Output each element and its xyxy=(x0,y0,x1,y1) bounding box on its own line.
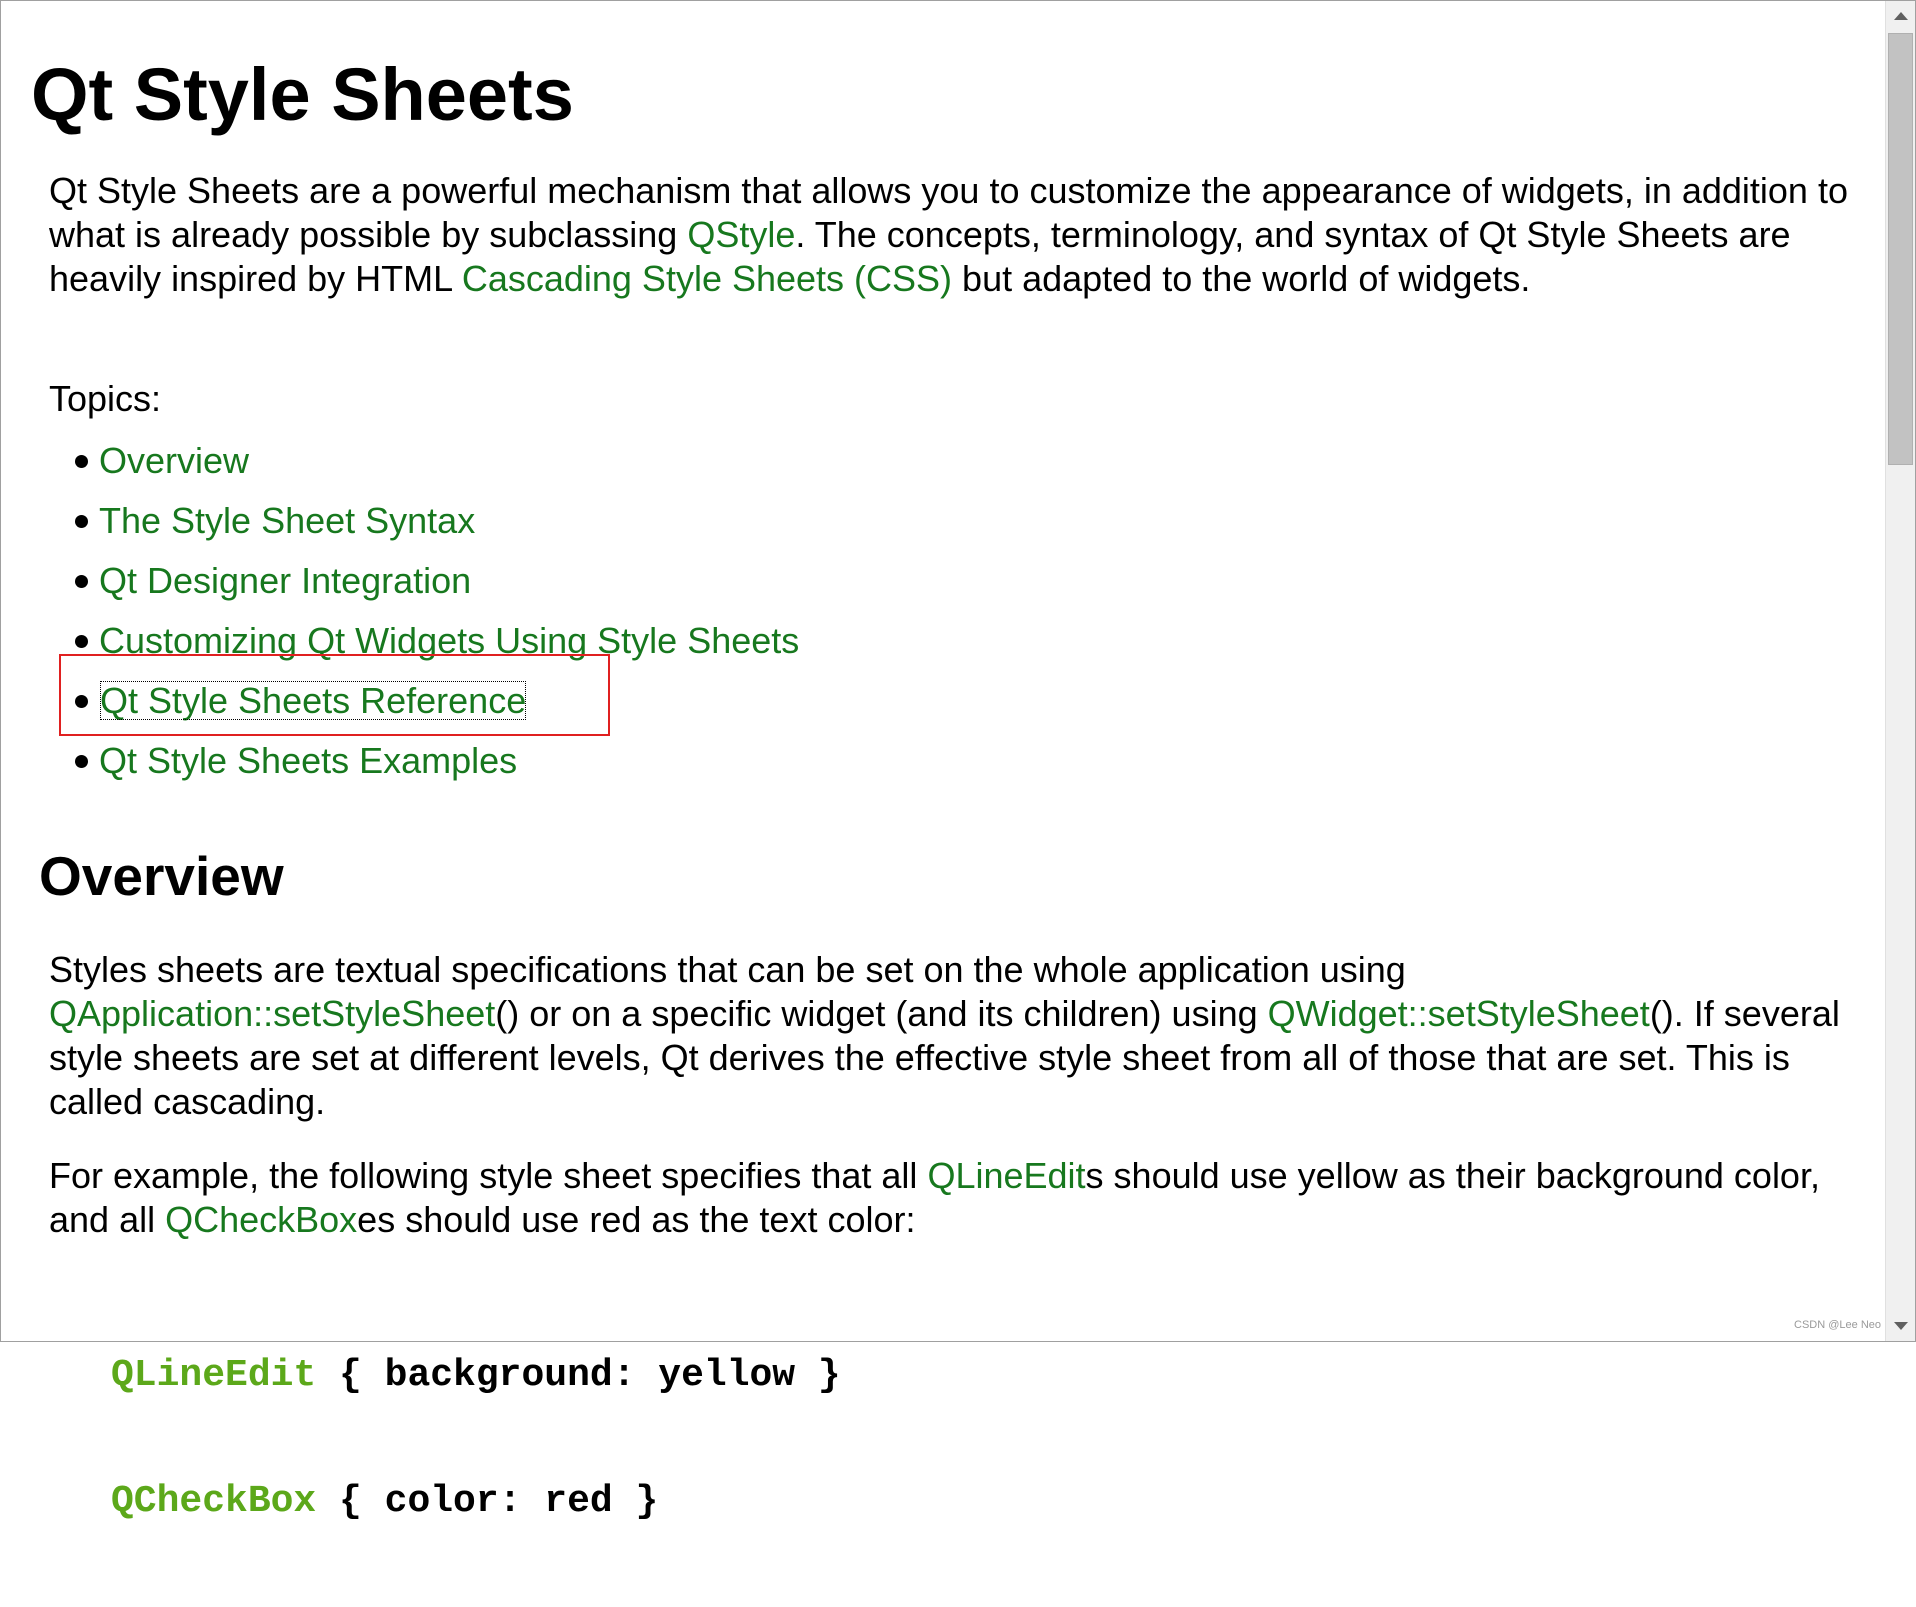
document-content xyxy=(1,1,1885,1523)
topic-link-designer[interactable]: Qt Designer Integration xyxy=(99,560,472,601)
overview-p1-text-1: Styles sheets are textual specifications that can be set on the whole application using xyxy=(49,949,1406,990)
scrollbar-thumb[interactable] xyxy=(1888,33,1913,465)
topic-link-overview[interactable]: Overview xyxy=(99,440,250,481)
overview-paragraph-2 xyxy=(49,1154,1859,1242)
list-item xyxy=(75,551,799,611)
code-selector: QLineEdit xyxy=(111,1354,317,1397)
topics-list xyxy=(75,431,799,791)
list-item xyxy=(75,731,799,791)
overview-p1-text-3: (). If several style sheets are set at different levels, Qt derives the effective style sheet from all of those that are set. This is called cascading. xyxy=(49,993,1840,1122)
overview-p1-text-2: () or on a specific widget (and its children) using xyxy=(495,993,1268,1034)
list-item xyxy=(75,611,799,671)
list-item xyxy=(75,671,799,731)
page-title: Qt Style Sheets xyxy=(31,53,574,136)
topics-label: Topics: xyxy=(49,378,162,419)
intro-paragraph xyxy=(49,169,1859,301)
list-item xyxy=(75,491,799,551)
css-link[interactable]: Cascading Style Sheets (CSS) xyxy=(461,258,953,299)
overview-heading: Overview xyxy=(39,845,284,907)
overview-p2-text-1: For example, the following style sheet specifies that all xyxy=(49,1155,928,1196)
bullet-icon xyxy=(75,755,88,768)
intro-text-2: . The concepts, terminology, and syntax of Qt Style Sheets are heavily inspired by HTML xyxy=(49,214,1791,299)
intro-text-3: but adapted to the world of widgets. xyxy=(952,258,1531,299)
code-block xyxy=(111,1271,841,1607)
bullet-icon xyxy=(75,515,88,528)
code-line xyxy=(111,1355,841,1397)
overview-p2-text-3: es should use red as the text color: xyxy=(357,1199,916,1240)
code-declaration: { color: red } xyxy=(316,1480,659,1523)
arrow-up-icon xyxy=(1894,12,1908,20)
bullet-icon xyxy=(75,455,88,468)
arrow-down-icon xyxy=(1894,1322,1908,1330)
qstyle-link[interactable]: QStyle xyxy=(687,214,796,255)
topic-link-reference[interactable]: Qt Style Sheets Reference xyxy=(100,680,527,721)
bullet-icon xyxy=(75,695,88,708)
qcheckbox-link[interactable]: QCheckBox xyxy=(165,1199,358,1240)
qapplication-setstylesheet-link[interactable]: QApplication::setStyleSheet xyxy=(49,993,496,1034)
scroll-up-button[interactable] xyxy=(1886,1,1916,31)
topic-link-customizing[interactable]: Customizing Qt Widgets Using Style Sheets xyxy=(99,620,800,661)
vertical-scrollbar[interactable] xyxy=(1885,1,1915,1341)
list-item xyxy=(75,431,799,491)
overview-paragraph-1 xyxy=(49,948,1859,1124)
qwidget-setstylesheet-link[interactable]: QWidget::setStyleSheet xyxy=(1267,993,1650,1034)
intro-text-1: Qt Style Sheets are a powerful mechanism that allows you to customize the appearance of widgets, in addition to what is already possible by subclassing xyxy=(49,170,1848,255)
scroll-down-button[interactable] xyxy=(1886,1311,1916,1341)
overview-p2-text-2: s should use yellow as their background color, and all xyxy=(49,1155,1820,1240)
code-line xyxy=(111,1481,841,1523)
topic-link-syntax[interactable]: The Style Sheet Syntax xyxy=(99,500,476,541)
watermark: CSDN @Lee Neo xyxy=(1794,1319,1881,1331)
qlineedit-link[interactable]: QLineEdit xyxy=(927,1155,1086,1196)
bullet-icon xyxy=(75,635,88,648)
code-selector: QCheckBox xyxy=(111,1480,317,1523)
code-declaration: { background: yellow } xyxy=(316,1354,841,1397)
bullet-icon xyxy=(75,575,88,588)
topic-link-examples[interactable]: Qt Style Sheets Examples xyxy=(99,740,518,781)
